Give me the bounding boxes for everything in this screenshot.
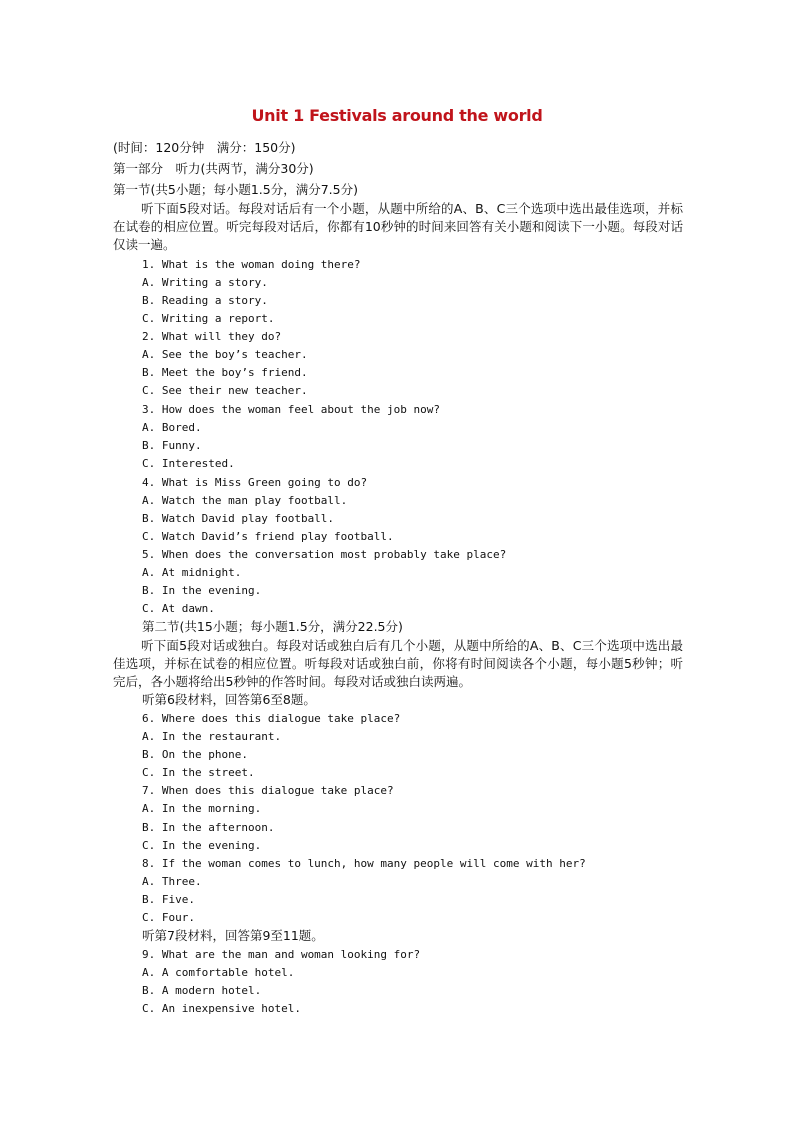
part-heading: 第一部分 听力(共两节，满分30分): [113, 161, 314, 176]
option-text: A. Watch the man play football.: [142, 494, 348, 507]
question-text: 6. Where does this dialogue take place?: [142, 712, 401, 725]
option-text: B. Five.: [142, 893, 195, 906]
option-text: B. Funny.: [142, 439, 202, 452]
section2-instructions: 听下面5段对话或独白。每段对话或独白后有几个小题，从题中所给的A、B、C三个选项中选出最佳选项，并标在试卷的相应位置。听每段对话或独白前，你将有时间阅读各个小题，每小题5秒钟；听完后，各小题将给出5秒钟的作答时间。每段对话或独白读两遍。: [113, 638, 683, 689]
option-text: A. At midnight.: [142, 566, 242, 579]
section1-heading: 第一节(共5小题；每小题1.5分，满分7.5分): [113, 182, 358, 197]
option-text: C. See their new teacher.: [142, 384, 308, 397]
option-text: A. In the restaurant.: [142, 730, 282, 743]
option-text: B. Watch David play football.: [142, 512, 335, 525]
question-text: 9. What are the man and woman looking for?: [142, 948, 421, 961]
option-text: B. A modern hotel.: [142, 984, 262, 997]
material-heading: 听第7段材料，回答第9至11题。: [142, 928, 324, 943]
option-text: C. Writing a report.: [142, 312, 275, 325]
option-text: C. Four.: [142, 911, 195, 924]
option-text: A. Writing a story.: [142, 276, 268, 289]
option-text: A. Bored.: [142, 421, 202, 434]
option-text: A. A comfortable hotel.: [142, 966, 295, 979]
option-text: B. In the afternoon.: [142, 821, 275, 834]
question-text: 2. What will they do?: [142, 330, 282, 343]
option-text: B. Meet the boy’s friend.: [142, 366, 308, 379]
document-title: Unit 1 Festivals around the world: [251, 106, 543, 125]
question-text: 5. When does the conversation most probably take place?: [142, 548, 507, 561]
question-text: 3. How does the woman feel about the job now?: [142, 403, 441, 416]
question-text: 4. What is Miss Green going to do?: [142, 476, 368, 489]
option-text: C. An inexpensive hotel.: [142, 1002, 301, 1015]
section1-instructions: 听下面5段对话。每段对话后有一个小题，从题中所给的A、B、C三个选项中选出最佳选项，并标在试卷的相应位置。听完每段对话后，你都有10秒钟的时间来回答有关小题和阅读下一小题。每段对话仅读一遍。: [113, 201, 683, 252]
option-text: A. In the morning.: [142, 802, 262, 815]
option-text: C. Interested.: [142, 457, 235, 470]
option-text: B. In the evening.: [142, 584, 262, 597]
option-text: A. Three.: [142, 875, 202, 888]
question-text: 8. If the woman comes to lunch, how many people will come with her?: [142, 857, 586, 870]
section2-heading: 第二节(共15小题；每小题1.5分，满分22.5分): [142, 619, 403, 634]
material-heading: 听第6段材料，回答第6至8题。: [142, 692, 316, 707]
option-text: C. In the evening.: [142, 839, 262, 852]
option-text: B. On the phone.: [142, 748, 248, 761]
option-text: B. Reading a story.: [142, 294, 268, 307]
option-text: C. Watch David’s friend play football.: [142, 530, 394, 543]
option-text: C. In the street.: [142, 766, 255, 779]
option-text: A. See the boy’s teacher.: [142, 348, 308, 361]
exam-meta: (时间：120分钟 满分：150分): [113, 140, 296, 155]
question-text: 1. What is the woman doing there?: [142, 258, 361, 271]
option-text: C. At dawn.: [142, 602, 215, 615]
question-text: 7. When does this dialogue take place?: [142, 784, 394, 797]
